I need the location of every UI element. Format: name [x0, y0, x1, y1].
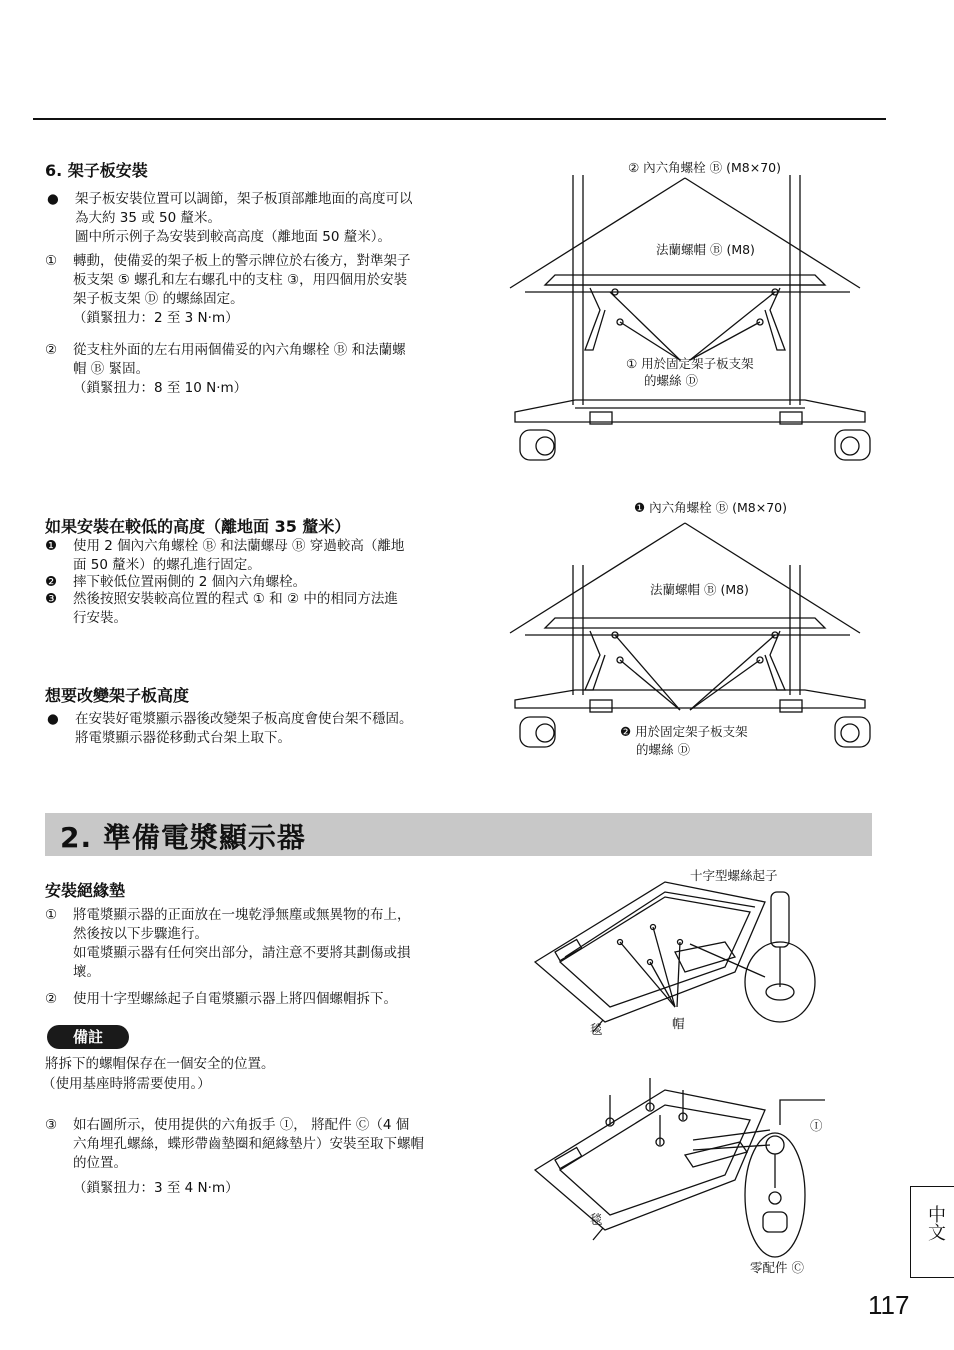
section-title-change-height: 想要改變架子板高度 [45, 686, 190, 705]
cloth-label: 毯 [590, 1212, 603, 1227]
section-title-low-height: 如果安裝在較低的高度（離地面 35 釐米） [45, 517, 351, 536]
list-item: ❸ 然後按照安裝較高位置的程式 ① 和 ② 中的相同方法進 行安裝。 [45, 591, 398, 626]
nut-label: 法蘭螺帽 Ⓑ (M8) [656, 242, 755, 257]
section-title-shelf: 6. 架子板安裝 [45, 161, 148, 180]
language-tab-label: 中文 [925, 1205, 946, 1241]
list-item: ❶ 使用 2 個內六角螺栓 Ⓑ 和法蘭螺母 Ⓑ 穿過較高（離地 面 50 釐米）的螺孔進行固定。 [45, 538, 405, 573]
bullet-item: ● 架子板安裝位置可以調節，架子板頂部離地面的高度可以 為大約 35 或 50 釐米。 圖中所示例子為安裝到較高高度（離地面 50 釐米）。 [47, 191, 413, 245]
screw-label: ❷ 用於固定架子板支架 [620, 724, 748, 739]
nut-label: 帽 [672, 1016, 685, 1031]
stand-high-diagram [505, 150, 875, 480]
top-rule [33, 118, 886, 120]
section-title-insulation: 安裝絕緣墊 [45, 881, 126, 900]
parts-label: 零配件 Ⓒ [750, 1260, 804, 1275]
page-number: 117 [868, 1290, 910, 1320]
step-item-1: ① 將電漿顯示器的正面放在一塊乾淨無塵或無異物的布上， 然後按以下步驟進行。 如電漿顯示器有任何突出部分，請注意不要將其劃傷或損 壞。 [45, 907, 411, 980]
note-text: （使用基座時將需要使用。） [42, 1076, 211, 1092]
step-item-1: ① 轉動，使備妥的架子板上的警示牌位於右後方，對準架子 板支架 ⑤ 螺孔和左右螺孔中的支柱 ③，用四個用於安裝 架子板支架 Ⓓ 的螺絲固定。 （鎖緊扭力：2 至 3 N·m） [45, 253, 411, 326]
step-item-3: ③ 如右圖所示，使用提供的六角扳手 Ⓘ， 將配件 Ⓒ（4 個 六角埋孔螺絲，蝶形帶齒墊圈和絕緣墊片）安裝至取下螺帽 的位置。 （鎖緊扭力：3 至 4 N·m） [45, 1117, 424, 1196]
screw-label-2: 的螺絲 Ⓓ [644, 373, 698, 388]
nut-label: 法蘭螺帽 Ⓑ (M8) [650, 582, 749, 597]
list-item: ❷ 摔下較低位置兩側的 2 個內六角螺栓。 [45, 574, 307, 590]
step-item-2: ② 從支柱外面的左右用兩個備妥的內六角螺栓 Ⓑ 和法蘭螺 帽 Ⓑ 緊固。 （鎖緊扭力：8 至 10 N·m） [45, 342, 406, 396]
section-heading: 2. 準備電漿顯示器 [60, 821, 306, 854]
bolt-label: ❶ 內六角螺栓 Ⓑ (M8×70) [634, 500, 787, 515]
attach-parts-diagram [525, 1070, 835, 1260]
bolt-label: ② 內六角螺栓 Ⓑ (M8×70) [628, 160, 781, 175]
step-item-2: ② 使用十字型螺絲起子自電漿顯示器上將四個螺帽拆下。 [45, 991, 397, 1007]
screw-label-2: 的螺絲 Ⓓ [636, 742, 690, 757]
note-badge: 備註 [47, 1025, 129, 1049]
note-text: 將拆下的螺帽保存在一個安全的位置。 [45, 1056, 275, 1072]
cloth-label: 毯 [590, 1022, 603, 1037]
screw-label: ① 用於固定架子板支架 [626, 356, 754, 371]
screwdriver-label: 十字型螺絲起子 [690, 868, 778, 883]
wrench-label: Ⓘ [810, 1118, 823, 1133]
bullet-item: ● 在安裝好電漿顯示器後改變架子板高度會使台架不穩固。 將電漿顯示器從移動式台架上取下。 [47, 711, 413, 746]
